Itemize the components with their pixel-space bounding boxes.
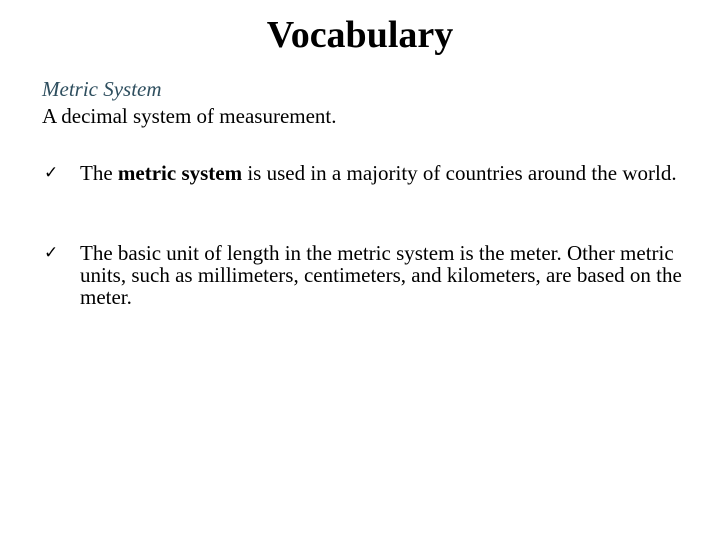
vocabulary-term: Metric System [42,77,162,101]
bullet-text-bold: metric system [117,161,243,185]
bullet-text [80,162,684,184]
bullet-text: The basic unit of length in the metric system is the meter. Other metric units, such as millimeters, centimeters, and kilometers, are based on the meter. [80,241,682,309]
vocabulary-definition: A decimal system of measurement. [42,104,337,128]
check-icon: ✓ [44,163,59,183]
bullet-text-start: The [80,161,118,185]
check-icon: ✓ [44,243,59,263]
bullet-text-end: is used in a majority of countries around the world. [242,161,677,185]
bullet-item [44,242,684,308]
slide-title: Vocabulary [266,14,454,56]
bullet-item [44,162,684,184]
